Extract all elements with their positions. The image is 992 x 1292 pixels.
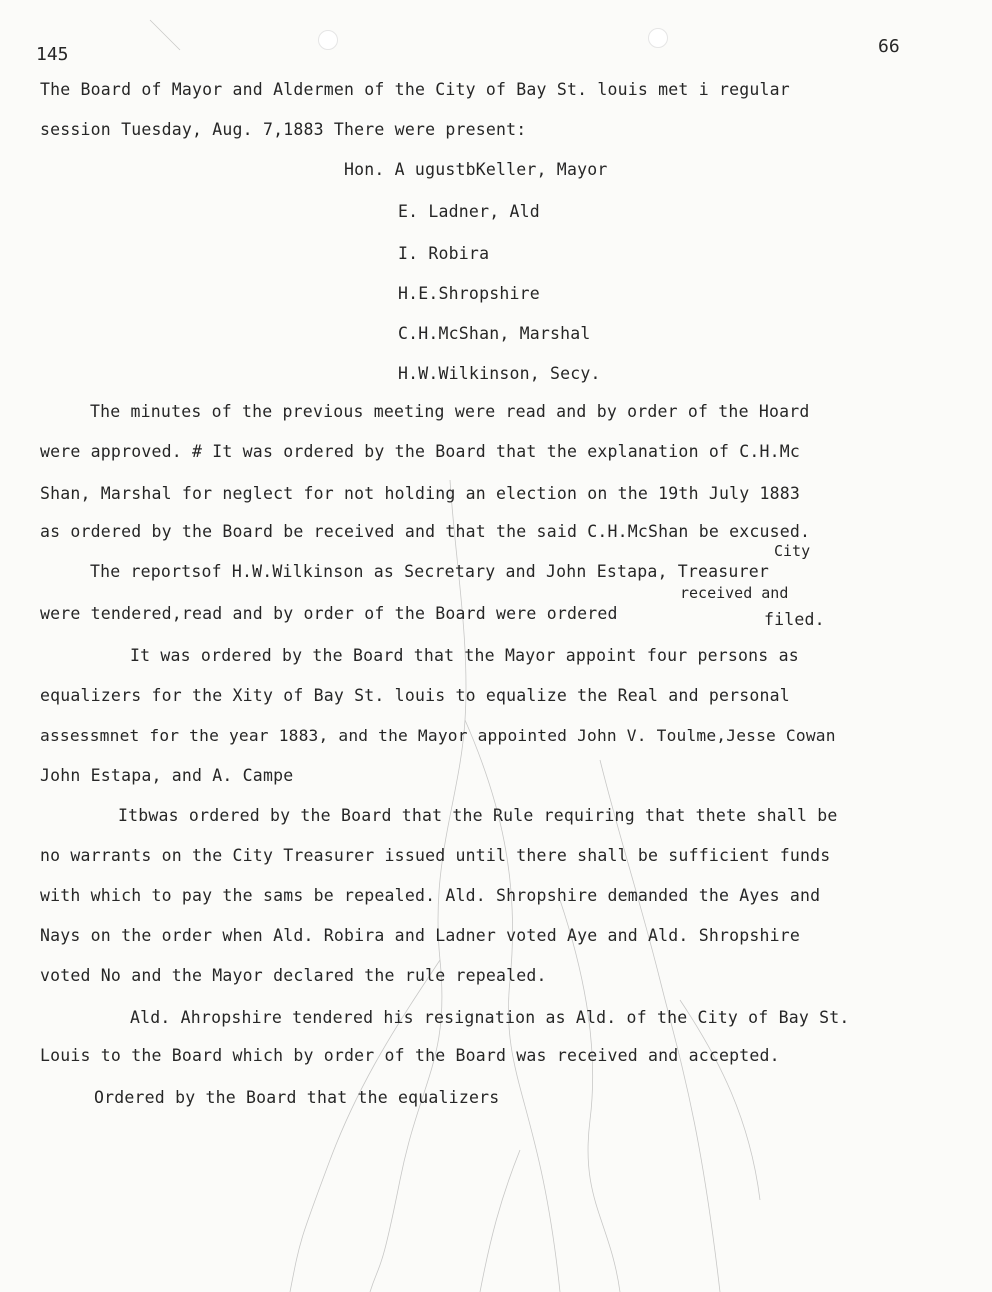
present-shropshire: H.E.Shropshire [398,284,540,303]
intro-line-1: The Board of Mayor and Aldermen of the City of Bay St. louis met i regular [40,80,790,99]
insert-received-and: received and [680,584,789,602]
warrants-line-4: Nays on the order when Ald. Robira and Ladner voted Aye and Ald. Shropshire [40,926,801,945]
page-number-right: 66 [878,36,900,57]
resignation-line-2: Louis to the Board which by order of the Board was received and accepted. [40,1046,780,1065]
reports-filed: filed. [764,610,825,629]
resignation-line-1: Ald. Ahropshire tendered his resignation as Ald. of the City of Bay St. [130,1008,850,1027]
minutes-line-3: Shan, Marshal for neglect for not holding an election on the 19th July 1883 [40,484,801,503]
warrants-line-2: no warrants on the City Treasurer issued until there shall be sufficient funds [40,846,831,865]
closing-line: Ordered by the Board that the equalizers [94,1088,500,1107]
minutes-line-2: were approved. # It was ordered by the Board that the explanation of C.H.Mc [40,442,801,461]
present-robira: I. Robira [398,244,490,263]
equalizers-line-3: assessmnet for the year 1883, and the Mayor appointed John V. Toulme,Jesse Cowan [40,726,836,745]
equalizers-line-1: It was ordered by the Board that the Mayor appoint four persons as [130,646,799,665]
warrants-line-1: Itbwas ordered by the Board that the Rule requiring that thete shall be [118,806,838,825]
reports-line-1: The reportsof H.W.Wilkinson as Secretary and John Estapa, Treasurer [90,562,769,581]
reports-line-2: were tendered,read and by order of the Board were ordered [40,604,618,623]
present-mayor: Hon. A ugustbKeller, Mayor [344,160,608,179]
present-mcshan: C.H.McShan, Marshal [398,324,591,343]
warrants-line-3: with which to pay the sams be repealed. Ald. Shropshire demanded the Ayes and [40,886,821,905]
present-ladner: E. Ladner, Ald [398,202,540,221]
minutes-line-4: as ordered by the Board be received and that the said C.H.McShan be excused. [40,522,811,541]
warrants-line-5: voted No and the Mayor declared the rule repealed. [40,966,547,985]
equalizers-line-4: John Estapa, and A. Campe [40,766,294,785]
intro-line-2: session Tuesday, Aug. 7,1883 There were present: [40,120,527,139]
insert-city: City [774,542,811,560]
page-number-left: 145 [36,44,69,65]
minutes-line-1: The minutes of the previous meeting were read and by order of the Hoard [90,402,810,421]
equalizers-line-2: equalizers for the Xity of Bay St. louis to equalize the Real and personal [40,686,790,705]
present-wilkinson: H.W.Wilkinson, Secy. [398,364,601,383]
